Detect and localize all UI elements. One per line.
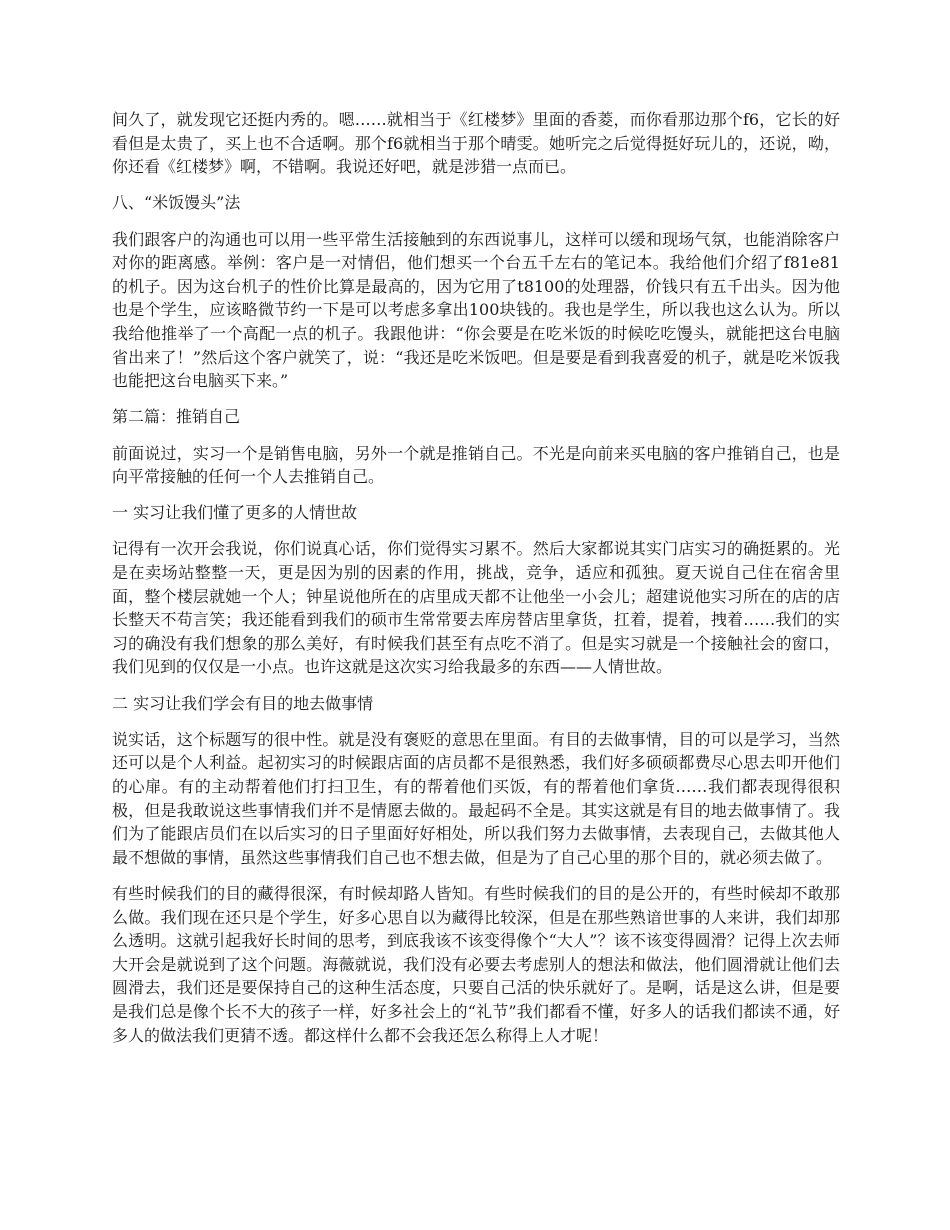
paragraph-hidden-purpose: 有些时候我们的目的藏得很深，有时候却路人皆知。有些时候我们的目的是公开的，有些时候却不敢那么做。我们现在还只是个学生，好多心思自以为藏得比较深，但是在那些熟谙世事的人来讲，我们却那么透明。这就引起我好长时间的思考，到底我该不该变得像个“大人”？该不该变得圆滑？记得上次去师大开会是就说到了这个问题。海薇就说，我们没有必要去考虑别人的想法和做法，他们圆滑就让他们去圆滑去，我们还是要保持自己的这种生活态度，只要自己活的快乐就好了。是啊，话是这么讲，但是要是我们总是像个长不大的孩子一样，好多社会上的“礼节”我们都看不懂，好多人的话我们都读不通，好多人的做法我们更猜不透。都这样什么都不会我还怎么称得上人才呢！ <box>112 883 840 1045</box>
document-page <box>112 108 840 1060</box>
section-heading-worldly-wisdom: 一 实习让我们懂了更多的人情世故 <box>112 503 358 523</box>
paragraph-sell-yourself-intro: 前面说过，实习一个是销售电脑，另外一个就是推销自己。不光是向前来买电脑的客户推销自己，也是向平常接触的任何一个人去推销自己。 <box>112 443 840 487</box>
paragraph-purposeful-action: 说实话，这个标题写的很中性。就是没有褒贬的意思在里面。有目的去做事情，目的可以是学习，当然还可以是个人利益。起初实习的时候跟店面的店员都不是很熟悉，我们好多硕硕都费尽心思去叩开他们的心扉。有的主动帮着他们打扫卫生，有的帮着他们买饭，有的帮着他们拿货……我们都表现得很积极，但是我敢说这些事情我们并不是情愿去做的。最起码不全是。其实这就是有目的地去做事情了。我们为了能跟店员们在以后实习的日子里面好好相处，所以我们努力去做事情，去表现自己，去做其他人最不想做的事情，虽然这些事情我们自己也不想去做，但是为了自己心里的那个目的，就必须去做了。 <box>112 729 840 867</box>
section-heading-rice-bun-method: 八、“米饭馒头”法 <box>112 193 241 213</box>
paragraph-continuation: 间久了，就发现它还挺内秀的。嗯……就相当于《红楼梦》里面的香菱，而你看那边那个f6，它长的好看但是太贵了，买上也不合适啊。那个f6就相当于那个晴雯。她听完之后觉得挺好玩儿的，还说，呦，你还看《红楼梦》啊，不错啊。我说还好吧，就是涉猎一点而已。 <box>112 110 840 177</box>
section-heading-purposeful-action: 二 实习让我们学会有目的地去做事情 <box>112 693 374 713</box>
chapter-heading-sell-yourself: 第二篇：推销自己 <box>112 407 241 427</box>
paragraph-rice-bun-example: 我们跟客户的沟通也可以用一些平常生活接触到的东西说事儿，这样可以缓和现场气氛，也能消除客户对你的距离感。举例：客户是一对情侣，他们想买一个台五千左右的笔记本。我给他们介绍了f81e81的机子。因为这台机子的性价比算是最高的，因为它用了t8100的处理器，价钱只有五千出头。因为他也是个学生，应该略微节约一下是可以考虑多拿出100块钱的。我也是学生，所以我也这么认为。所以我给他推举了一个高配一点的机子。我跟他讲：“你会要是在吃米饭的时候吃吃馒头，就能把这台电脑省出来了！”然后这个客户就笑了，说：“我还是吃米饭吧。但是要是看到我喜爱的机子，就是吃米饭我也能把这台电脑买下来。” <box>112 229 840 391</box>
paragraph-worldly-wisdom: 记得有一次开会我说，你们说真心话，你们觉得实习累不。然后大家都说其实门店实习的确挺累的。光是在卖场站整整一天，更是因为别的因素的作用，挑战，竞争，适应和孤独。夏天说自己住在宿舍里面，整个楼层就她一个人；钟星说他所在的店里成天都不让他坐一小会儿；超建说他实习所在的店的店长整天不苟言笑；我还能看到我们的硕市生常常要去库房替店里拿货，扛着，提着，拽着……我们的实习的确没有我们想象的那么美好，有时候我们甚至有点吃不消了。但是实习就是一个接触社会的窗口，我们见到的仅仅是一小点。也许这就是这次实习给我最多的东西——人情世故。 <box>112 539 840 677</box>
